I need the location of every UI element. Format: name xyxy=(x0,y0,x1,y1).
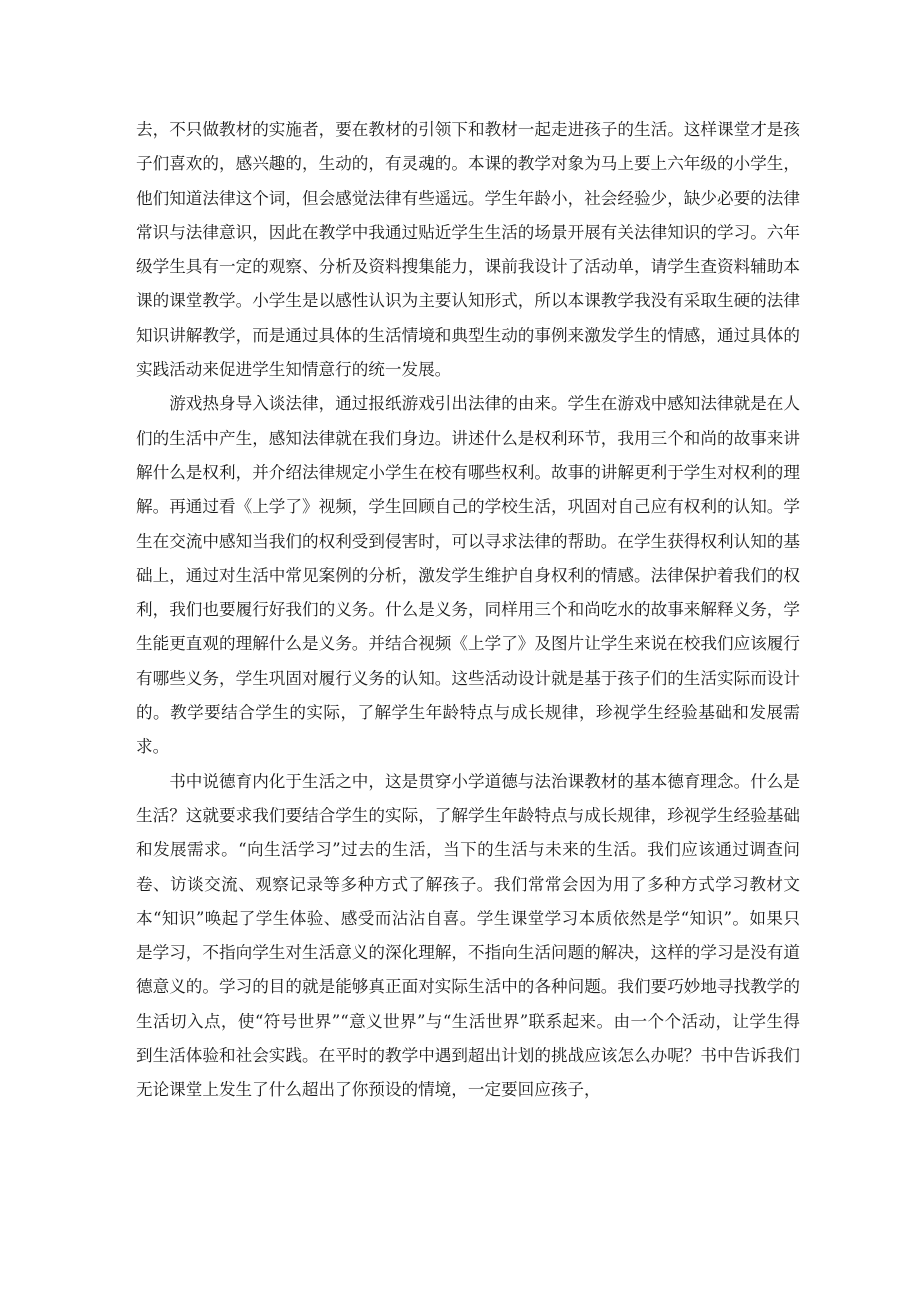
paragraph-game-warmup: 游戏热身导入谈法律，通过报纸游戏引出法律的由来。学生在游戏中感知法律就是在人们的生活中产生，感知法律就在我们身边。讲述什么是权利环节，我用三个和尚的故事来讲解什么是权利，并介绍法律规定小学生在校有哪些权利。故事的讲解更利于学生对权利的理解。再通过看《上学了》视频，学生回顾自己的学校生活，巩固对自己应有权利的认知。学生在交流中感知当我们的权利受到侵害时，可以寻求法律的帮助。在学生获得权利认知的基础上，通过对生活中常见案例的分析，激发学生维护自身权利的情感。法律保护着我们的权利，我们也要履行好我们的义务。什么是义务，同样用三个和尚吃水的故事来解释义务，学生能更直观的理解什么是义务。并结合视频《上学了》及图片让学生来说在校我们应该履行有哪些义务，学生巩固对履行义务的认知。这些活动设计就是基于孩子们的生活实际而设计的。教学要结合学生的实际，了解学生年龄特点与成长规律，珍视学生经验基础和发展需求。 xyxy=(136,394,800,757)
paragraph-moral-education: 书中说德育内化于生活之中，这是贯穿小学道德与法治课教材的基本德育理念。什么是生活？这就要求我们要结合学生的实际，了解学生年龄特点与成长规律，珍视学生经验基础和发展需求。“向生活学习”过去的生活，当下的生活与未来的生活。我们应该通过调查问卷、访谈交流、观察记录等多种方式了解孩子。我们常常会因为用了多种方式学习教材文本“知识”唤起了学生体验、感受而沾沾自喜。学生课堂学习本质依然是学“知识”。如果只是学习，不指向学生对生活意义的深化理解，不指向生活问题的解决，这样的学习是没有道德意义的。学习的目的就是能够真正面对实际生活中的各种问题。我们要巧妙地寻找教学的生活切入点，使“符号世界”“意义世界”与“生活世界”联系起来。由一个个活动，让学生得到生活体验和社会实践。在平时的教学中遇到超出计划的挑战应该怎么办呢？书中告诉我们无论课堂上发生了什么超出了你预设的情境，一定要回应孩子， xyxy=(136,771,800,1100)
document-body xyxy=(136,113,800,1108)
paragraph-continued: 去，不只做教材的实施者，要在教材的引领下和教材一起走进孩子的生活。这样课堂才是孩子们喜欢的，感兴趣的，生动的，有灵魂的。本课的教学对象为马上要上六年级的小学生，他们知道法律这个词，但会感觉法律有些遥远。学生年龄小，社会经验少，缺少必要的法律常识与法律意识，因此在教学中我通过贴近学生生活的场景开展有关法律知识的学习。六年级学生具有一定的观察、分析及资料搜集能力，课前我设计了活动单，请学生查资料辅助本课的课堂教学。小学生是以感性认识为主要认知形式，所以本课教学我没有采取生硬的法律知识讲解教学，而是通过具体的生活情境和典型生动的事例来激发学生的情感，通过具体的实践活动来促进学生知情意行的统一发展。 xyxy=(136,120,800,380)
